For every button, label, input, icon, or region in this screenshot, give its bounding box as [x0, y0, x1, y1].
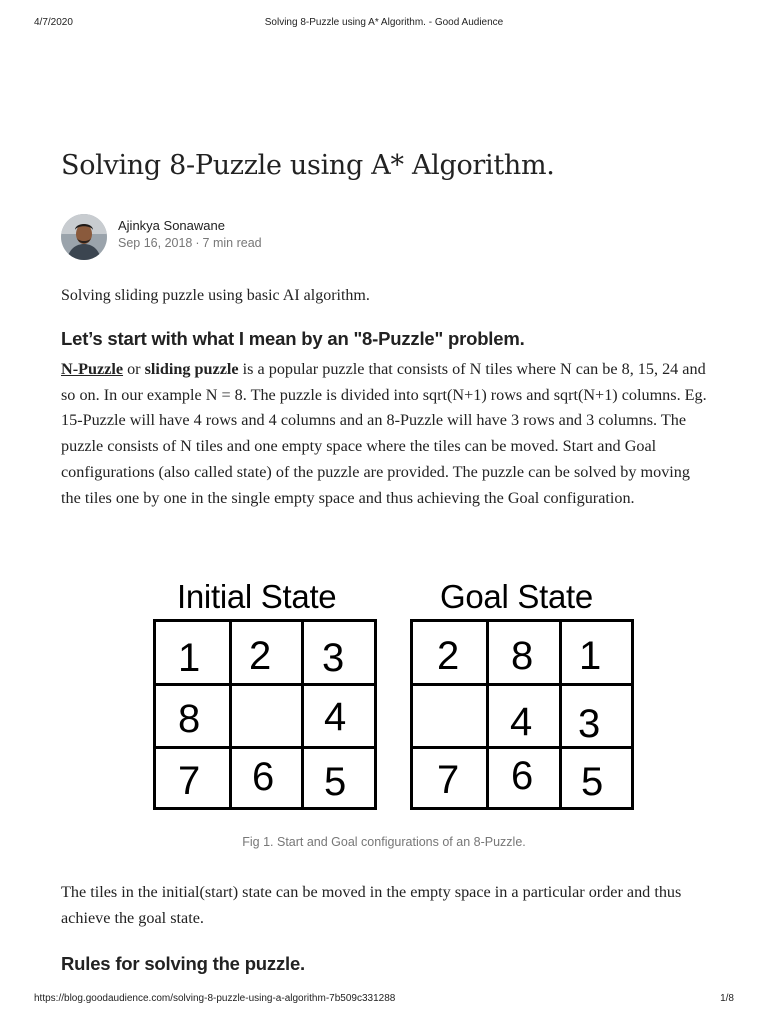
article-subtitle: Solving sliding puzzle using basic AI algorithm. [61, 287, 370, 304]
print-page-number: 1/8 [720, 993, 734, 1004]
article-title: Solving 8-Puzzle using A* Algorithm. [61, 150, 555, 181]
paragraph-intro [61, 357, 711, 511]
n-puzzle-link[interactable]: N-Puzzle [61, 360, 124, 378]
initial-tile: 5 [324, 760, 347, 804]
author-avatar[interactable] [61, 214, 107, 260]
goal-tile: 5 [581, 760, 604, 804]
goal-tile: 8 [511, 634, 534, 678]
initial-state-grid [153, 619, 377, 810]
meta-separator: · [195, 236, 200, 250]
initial-tile: 7 [178, 759, 201, 803]
puzzle-figure [150, 578, 640, 818]
heading-8-puzzle-problem: Let’s start with what I mean by an "8-Puzzle" problem. [61, 328, 525, 349]
initial-tile: 6 [252, 755, 275, 799]
paragraph-tiles: The tiles in the initial(start) state can be moved in the empty space in a particular order and thus achieve the goal state. [61, 883, 682, 927]
initial-tile: 3 [322, 636, 345, 680]
goal-tile: 3 [578, 702, 601, 746]
paragraph-intro-rest: is a popular puzzle that consists of N tiles where N can be 8, 15, 24 and so on. In our example N = 8. The puzzle is divided into sqrt(N+1) rows and sqrt(N+1) columns. Eg. 15-Puzzle will have 4 rows and 4 columns and an 8-Puzzle will have 3 rows and 3 columns. The puzzle consists of N tiles and one empty space where the tiles can be moved. Start and Goal configurations (also called state) of the puzzle are provided. The puzzle can be solved by moving the tiles one by one in the single empty space and thus achieving the Goal configuration. [61, 360, 707, 507]
print-title: Solving 8-Puzzle using A* Algorithm. - Good Audience [264, 17, 504, 28]
initial-tile: 2 [249, 634, 272, 678]
print-url: https://blog.goodaudience.com/solving-8-puzzle-using-a-algorithm-7b509c331288 [34, 993, 396, 1004]
goal-tile: 7 [437, 758, 460, 802]
heading-rules: Rules for solving the puzzle. [61, 953, 305, 974]
print-date: 4/7/2020 [34, 17, 73, 28]
goal-tile: 2 [437, 634, 460, 678]
read-time: 7 min read [202, 236, 262, 250]
goal-state-title: Goal State [440, 578, 593, 615]
initial-tile: 1 [178, 636, 201, 680]
author-name[interactable]: Ajinkya Sonawane [118, 218, 225, 233]
goal-tile: 6 [511, 754, 534, 798]
figure-caption: Fig 1. Start and Goal configurations of an 8-Puzzle. [242, 835, 526, 849]
initial-tile: 4 [324, 695, 347, 739]
goal-tile: 4 [510, 700, 533, 744]
goal-tile: 1 [579, 634, 602, 678]
initial-state-title: Initial State [177, 578, 337, 615]
sliding-puzzle-bold: sliding puzzle [144, 360, 239, 378]
print-header [0, 17, 768, 31]
initial-tile: 8 [178, 697, 201, 741]
paragraph-intro-or: or [123, 360, 145, 378]
post-meta [118, 236, 262, 250]
post-date: Sep 16, 2018 [118, 236, 193, 250]
print-footer [0, 993, 768, 1007]
goal-state-grid [410, 619, 634, 810]
